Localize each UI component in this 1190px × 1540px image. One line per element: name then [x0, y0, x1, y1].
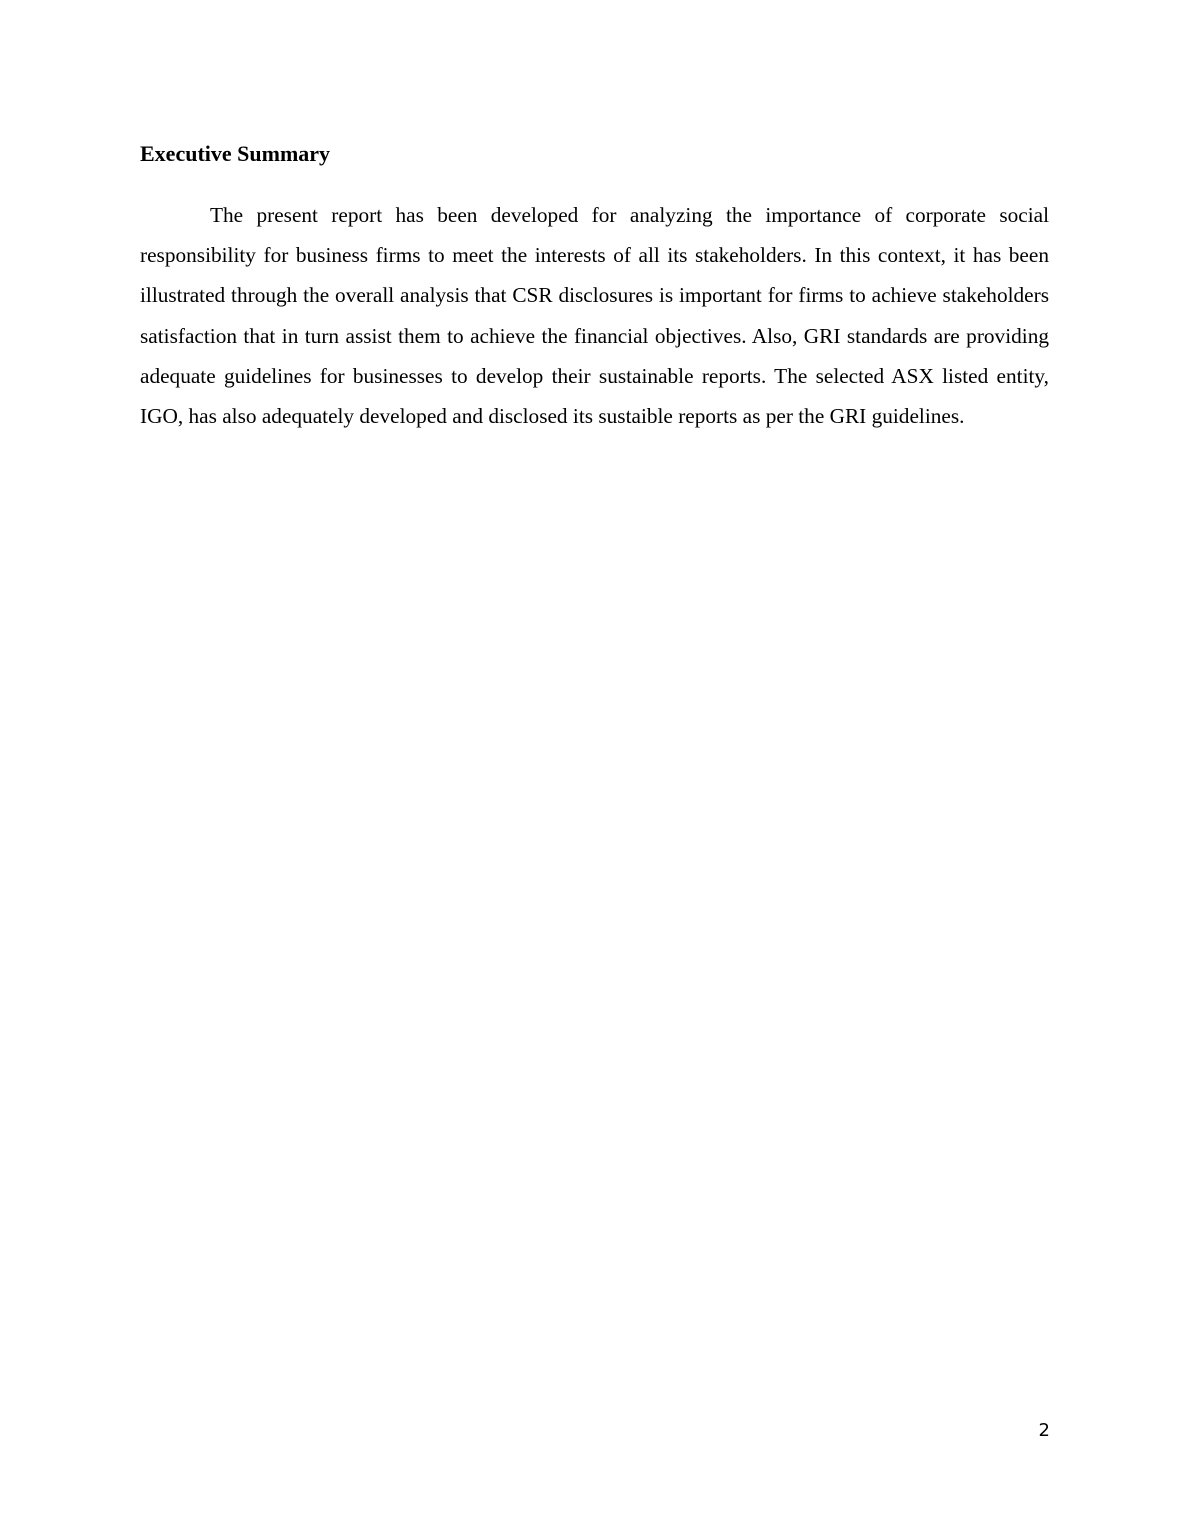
- section-heading: Executive Summary: [140, 141, 331, 166]
- page-number: 2: [1038, 1420, 1050, 1441]
- summary-paragraph: The present report has been developed for analyzing the importance of corporate social responsibility for business firms to meet the interests of all its stakeholders. In this context, it has been illustrated through the overall analysis that CSR disclosures is important for firms to achieve stakeholders satisfaction that in turn assist them to achieve the financial objectives. Also, GRI standards are providing adequate guidelines for businesses to develop their sustainable reports. The selected ASX listed entity, IGO, has also adequately developed and disclosed its sustaible reports as per the GRI guidelines.: [140, 203, 1049, 429]
